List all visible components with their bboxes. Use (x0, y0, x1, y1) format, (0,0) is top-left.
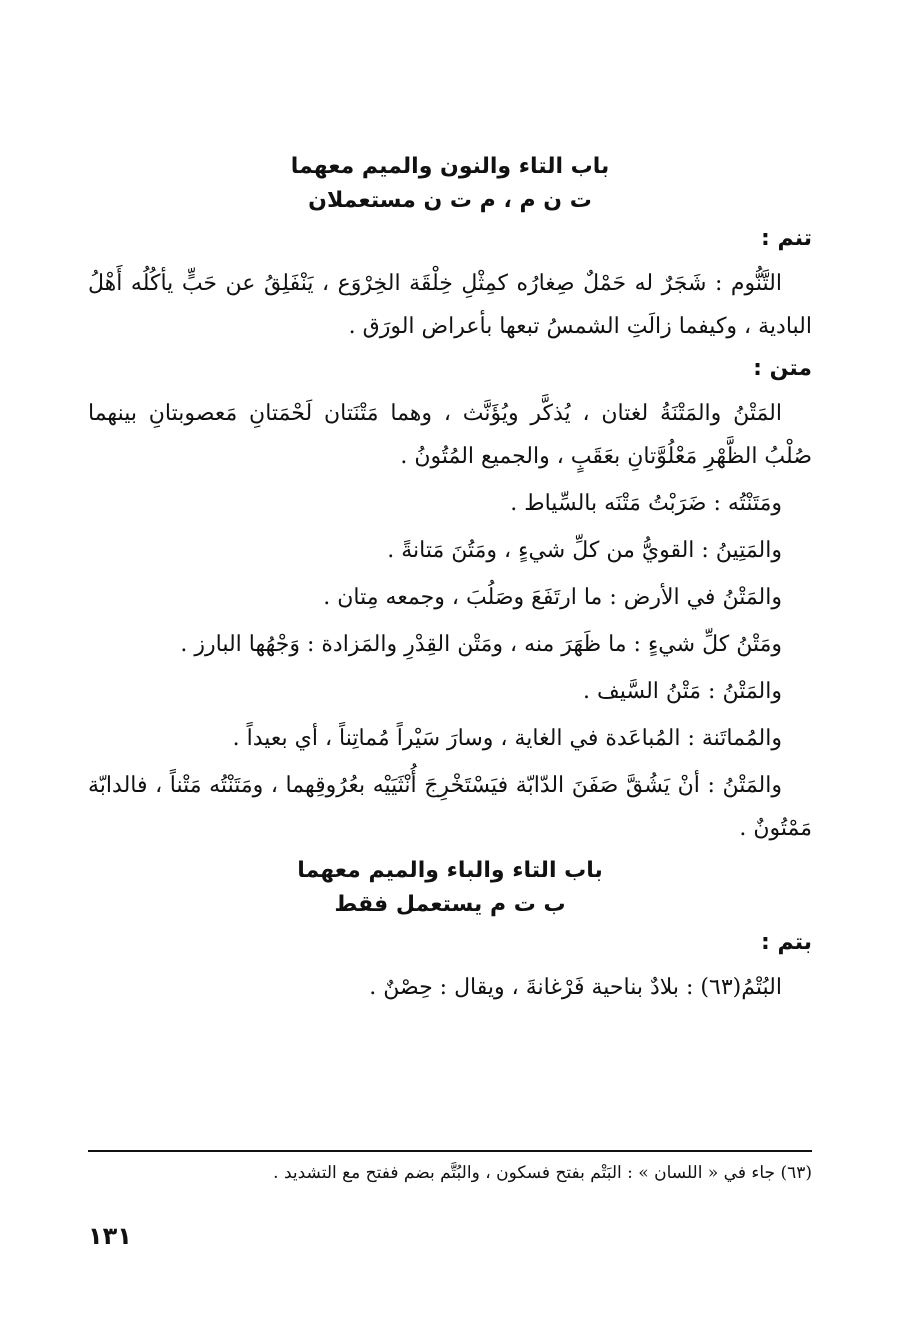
entry-paragraph: والمَتْنُ : أنْ يَشُقَّ صَفَنَ الدّابّة فيَسْتَخْرِجَ أُنْثَيَيْه بعُرُوقِهما ، ومَتَنْتُه مَتْناً ، فالدابّة مَمْتُونٌ . (88, 773, 812, 841)
page-body (88, 150, 812, 1013)
entry-label-btm: بتم : (761, 930, 812, 955)
entry-label-tnm: تنم : (761, 226, 812, 251)
entry-paragraph: التَّنُّوم : شَجَرٌ له حَمْلٌ صِغارُه كمِثْلِ خِلْقَة الخِرْوَع ، يَنْفَلِقُ عن حَبٍّ يأكُلُه أَهْلُ البادية ، وكيفما زالَتِ الشمسُ تبعها بأعراض الورَق . (88, 271, 812, 339)
entry-paragraph: ومَتَنْتُه : ضَرَبْتُ مَتْنَه بالسِّياط . (510, 491, 782, 516)
section-subtitle-2: ب ت م يستعمل فقط (334, 892, 566, 917)
footnote: (٦٣) جاء في « اللسان » : البَتْم بفتح فسكون ، والبُتَّم بضم ففتح مع التشديد . (273, 1163, 812, 1183)
entry-paragraph: والمَتِينُ : القويُّ من كلِّ شيءٍ ، ومَتُنَ مَتانةً . (387, 538, 782, 563)
section-subtitle-1: ت ن م ، م ت ن مستعملان (308, 188, 592, 213)
section-title-1: باب التاء والنون والميم معهما (290, 154, 610, 179)
entry-paragraph: والمَتْنُ في الأرض : ما ارتَفَعَ وصَلُبَ ، وجمعه مِتان . (323, 585, 782, 610)
page-number: ١٣١ (88, 1222, 132, 1250)
entry-paragraph: المَتْنُ والمَتْنَةُ لغتان ، يُذكَّر ويُؤَنَّث ، وهما مَتْنَتان لَحْمَتانِ مَعصوبتانِ بينهما صُلْبُ الظَّهْرِ مَعْلُوَّتانِ بعَقَبٍ ، والجميع المُتُونُ . (88, 401, 812, 469)
entry-paragraph: البُتْمُ(٦٣) : بلادٌ بناحية فَرْغانةَ ، ويقال : حِصْنٌ . (369, 975, 782, 1000)
entry-paragraph: والمَتْنُ : مَتْنُ السَّيف . (583, 679, 782, 704)
section-title-2: باب التاء والباء والميم معهما (297, 858, 603, 883)
entry-paragraph: ومَتْنُ كلِّ شيءٍ : ما ظَهَرَ منه ، ومَتْن القِدْرِ والمَزادة : وَجْهُها البارز . (180, 632, 782, 657)
entry-paragraph: والمُماتَنة : المُباعَدة في الغاية ، وسارَ سَيْراً مُماتِناً ، أي بعيداً . (232, 726, 782, 751)
entry-label-mtn: متن : (753, 356, 812, 381)
footnote-divider (88, 1150, 812, 1152)
